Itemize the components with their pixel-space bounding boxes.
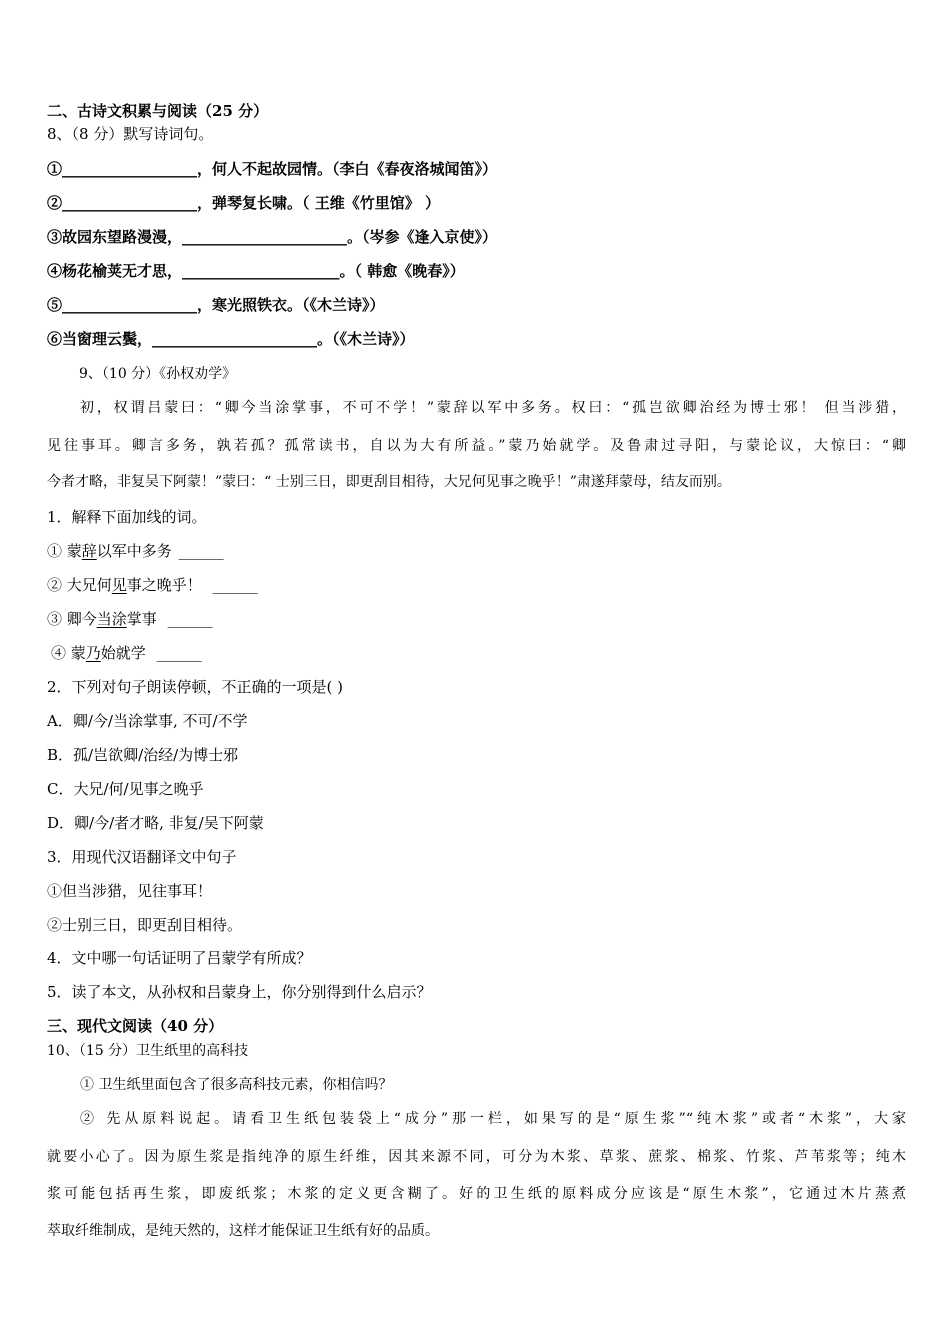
sub-question-title: 4．文中哪一句话证明了吕蒙学有所成？	[47, 949, 312, 967]
word-prefix: ② 大兄何	[47, 576, 112, 594]
article-paragraph: ① 卫生纸里面包含了很多高科技元素，你相信吗？	[80, 1077, 393, 1093]
word-prefix: ④ 蒙	[51, 644, 86, 662]
underlined-word: 乃	[85, 644, 101, 662]
section-heading: 三、现代文阅读（40 分）	[47, 1017, 224, 1035]
recitation-line: ⑤__________________，寒光照铁衣。（《木兰诗》）	[47, 296, 385, 314]
sub-question-title: 1．解释下面加线的词。	[47, 508, 207, 526]
option-c: C．大兄/何/见事之晚乎	[47, 780, 204, 798]
word-rest: 始就学	[100, 644, 146, 662]
translation-item: ①但当涉猎，见往事耳！	[47, 882, 213, 900]
recitation-line: ⑥当窗理云鬓，______________________。（《木兰诗》）	[47, 330, 415, 348]
option-d: D．卿/今/者才略, 非复/吴下阿蒙	[47, 814, 264, 832]
question-title: 8、（8 分）默写诗词句。	[47, 125, 214, 143]
word-rest: 以军中多务	[96, 542, 172, 560]
passage-line: 今者才略，非复吴下阿蒙！”蒙曰：“ 士别三日，即更刮目相待，大兄何见事之晚乎！”肃遂拜蒙母，结友而别。	[47, 474, 731, 490]
article-paragraph: 浆可能包括再生浆，即废纸浆；木浆的定义更含糊了。好的卫生纸的原料成分应该是“原生木浆”，它通过木片蒸煮	[47, 1186, 906, 1202]
translation-item: ②士别三日，即更刮目相待。	[47, 916, 243, 934]
option-a: A．卿/今/当涂掌事, 不可/不学	[47, 712, 248, 730]
underlined-word: 当涂	[96, 610, 127, 628]
word-rest: 事之晚乎！	[126, 576, 202, 594]
answer-blank: ______	[178, 542, 224, 560]
option-b: B．孤/岂欲卿/治经/为博士邪	[47, 746, 239, 764]
underlined-word: 见	[111, 576, 127, 594]
question-title: 9、（10 分）《孙权劝学》	[79, 366, 237, 382]
answer-blank: ______	[167, 610, 213, 628]
word-item	[51, 643, 202, 663]
sub-question-title: 5．读了本文，从孙权和吕蒙身上，你分别得到什么启示？	[47, 983, 432, 1001]
word-prefix: ③ 卿今	[47, 610, 97, 628]
article-paragraph: ② 先从原料说起。请看卫生纸包装袋上“成分”那一栏，如果写的是“原生浆”“纯木浆”或者“木浆”，大家	[80, 1111, 906, 1127]
section-heading: 二、古诗文积累与阅读（25 分）	[47, 102, 269, 120]
question-title: 10、（15 分）卫生纸里的高科技	[47, 1043, 249, 1059]
word-item	[47, 575, 258, 595]
passage-line: 见往事耳。卿言多务，孰若孤？孤常读书，自以为大有所益。”蒙乃始就学。及鲁肃过寻阳，与蒙论议，大惊曰：“卿	[47, 438, 906, 454]
sub-question-title: 2．下列对句子朗读停顿，不正确的一项是( )	[47, 678, 344, 696]
word-item	[47, 609, 213, 629]
passage-line: 初，权谓吕蒙曰：“卿今当涂掌事，不可不学！”蒙辞以军中多务。权曰：“孤岂欲卿治经为博士邪！ 但当涉猎，	[80, 400, 906, 416]
answer-blank: ______	[156, 644, 202, 662]
recitation-line: ①__________________，何人不起故园情。（李白《春夜洛城闻笛》）	[47, 160, 498, 178]
word-item	[47, 541, 224, 561]
sub-question-title: 3．用现代汉语翻译文中句子	[47, 848, 237, 866]
recitation-line: ④杨花榆荚无才思，_____________________。（ 韩愈《晚春》）	[47, 262, 465, 280]
answer-blank: ______	[212, 576, 258, 594]
word-prefix: ① 蒙	[47, 542, 82, 560]
article-paragraph: 就要小心了。因为原生浆是指纯净的原生纤维，因其来源不同，可分为木浆、草浆、蔗浆、棉浆、竹浆、芦苇浆等；纯木	[47, 1149, 906, 1165]
recitation-line: ③故园东望路漫漫，______________________。（岑参《逢入京使》）	[47, 228, 498, 246]
article-paragraph: 萃取纤维制成，是纯天然的，这样才能保证卫生纸有好的品质。	[47, 1223, 439, 1239]
word-rest: 掌事	[126, 610, 157, 628]
underlined-word: 辞	[81, 542, 97, 560]
recitation-line: ②__________________，弹琴复长啸。（ 王维《竹里馆》 ）	[47, 194, 440, 212]
